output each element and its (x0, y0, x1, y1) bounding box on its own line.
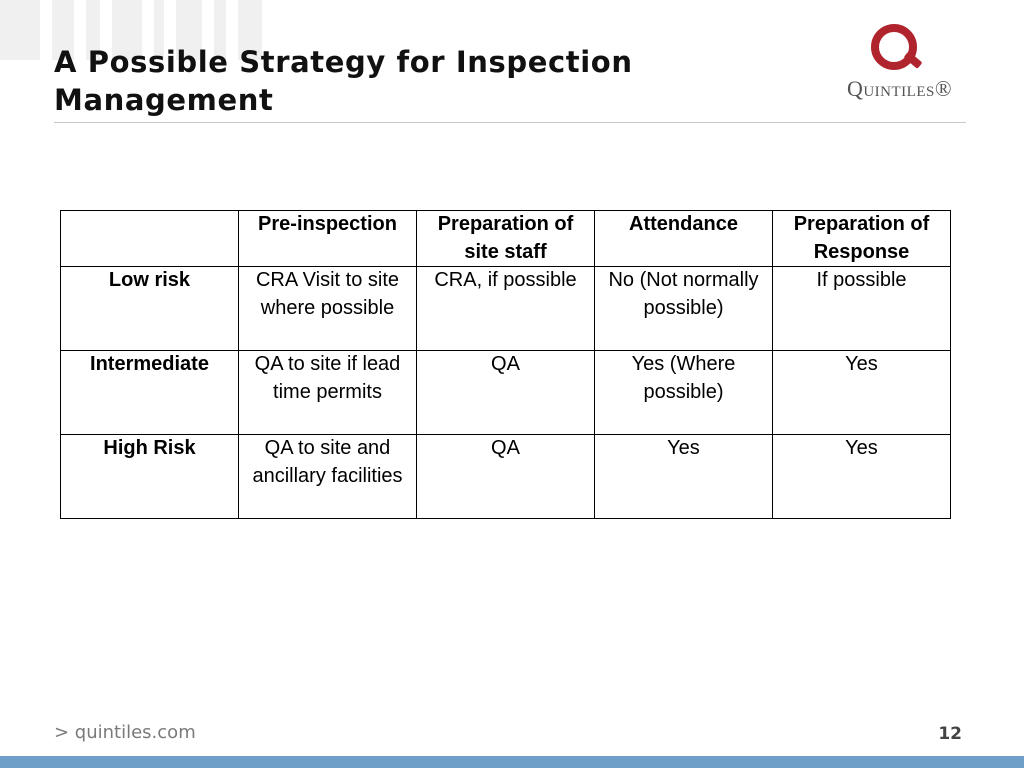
table-cell: CRA Visit to site where possible (239, 267, 417, 351)
table-row (61, 267, 951, 351)
slide-title: A Possible Strategy for Inspection Management (54, 45, 633, 117)
table-cell: No (Not normally possible) (595, 267, 773, 351)
table-cell: Yes (595, 435, 773, 519)
table-row (61, 351, 951, 435)
logo-text: Quintiles® (846, 76, 953, 101)
table-cell: Yes (Where possible) (595, 351, 773, 435)
row-label: Intermediate (61, 351, 239, 435)
table-header-row (61, 211, 951, 267)
title-divider (54, 122, 966, 123)
page-number: 12 (938, 724, 962, 744)
header-cell-attendance: Attendance (595, 211, 773, 267)
strategy-table (60, 210, 951, 519)
table-cell: CRA, if possible (417, 267, 595, 351)
quintiles-logo (832, 22, 967, 104)
footer-bar (0, 756, 1024, 768)
table-row (61, 435, 951, 519)
row-label: High Risk (61, 435, 239, 519)
footer-url: > quintiles.com (54, 722, 196, 743)
header-cell-preparation-site-staff: Preparation of site staff (417, 211, 595, 267)
header-cell-preparation-response: Preparation of Response (773, 211, 951, 267)
header-cell-blank (61, 211, 239, 267)
table-cell: Yes (773, 435, 951, 519)
table-cell: If possible (773, 267, 951, 351)
table-cell: QA to site if lead time permits (239, 351, 417, 435)
header-cell-pre-inspection: Pre-inspection (239, 211, 417, 267)
table-cell: Yes (773, 351, 951, 435)
row-label: Low risk (61, 267, 239, 351)
table-cell: QA to site and ancillary facilities (239, 435, 417, 519)
table-cell: QA (417, 351, 595, 435)
table-cell: QA (417, 435, 595, 519)
